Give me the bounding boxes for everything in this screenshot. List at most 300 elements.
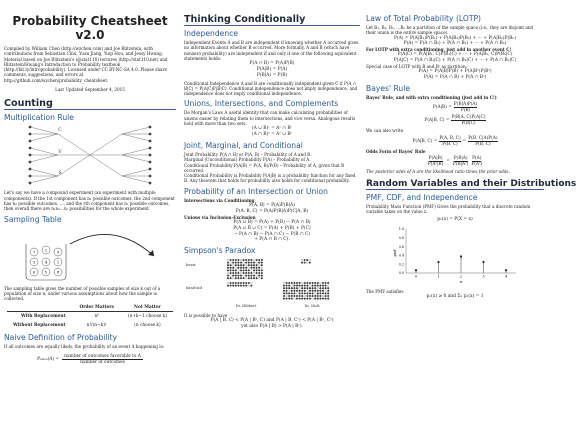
equation: P(A|C) = P(A|B₁, C)P(B₁|C) + ··· + P(A|Bₙ, C)P(Bₙ|C)	[397, 52, 513, 58]
simpson-dot	[243, 285, 245, 287]
simpson-dot	[304, 262, 306, 264]
simpson-dot	[283, 285, 285, 287]
simpson-dot	[309, 282, 311, 284]
simpson-dot	[256, 277, 258, 279]
simpson-dot	[253, 275, 255, 277]
odds-text: The posterior odds of A are the likelihood ratio times the prior odds.	[366, 168, 510, 174]
table-cell: (n+k−1 choose k)	[127, 314, 167, 320]
simpson-dot	[286, 290, 288, 292]
simpson-dot	[312, 298, 314, 300]
simpson-dot	[325, 295, 327, 297]
pmf-y-tick-label: 0.4	[398, 253, 404, 258]
equation: P(A, B, C) = P(A)P(B|A)P(C|A, B)	[235, 208, 309, 214]
simpson-dot	[307, 293, 309, 295]
ball-number: 9	[56, 249, 60, 255]
simpson-dot	[306, 262, 308, 264]
formula-denominator: P(B|C)	[461, 121, 476, 127]
simpson-dot	[283, 287, 285, 289]
simpson-dot	[238, 262, 240, 264]
equation: P(A) = P(A|B₁)P(B₁) + P(A|B₂)P(B₂) + ··· + P(A|Bₙ)P(Bₙ)	[393, 35, 517, 41]
simpson-dot	[253, 277, 255, 279]
simpson-dot	[288, 295, 290, 297]
simpson-dot	[230, 262, 232, 264]
simpson-dot	[296, 287, 298, 289]
simpson-dot	[327, 285, 329, 287]
simpson-dot	[230, 259, 232, 261]
simpson-dot	[317, 298, 319, 300]
simpson-dot	[286, 293, 288, 295]
simpson-dot	[317, 295, 319, 297]
simpson-dot	[235, 262, 237, 264]
pmf-x-tick-label: 1	[437, 274, 440, 279]
naive-definition-text: If all outcomes are equally likely, the probability of an event A happening is:	[4, 344, 165, 350]
simpson-dot	[307, 285, 309, 287]
simpson-dot	[240, 282, 242, 284]
simpson-dot	[253, 259, 255, 261]
simpson-dot	[245, 277, 247, 279]
simpson-dot	[251, 270, 253, 272]
simpson-dot	[248, 264, 250, 266]
equation: P(A) = P(A|B)P(B) + P(A|Bᶜ)P(Bᶜ)	[418, 69, 492, 75]
simpson-dot	[248, 267, 250, 269]
bayes-formula	[366, 102, 544, 113]
simpson-dot	[261, 275, 263, 277]
simpson-dot	[232, 272, 234, 274]
ball-number: 3	[32, 259, 36, 265]
equation: + P(A ∩ B ∩ C).	[254, 237, 290, 243]
simpson-dot	[304, 295, 306, 297]
simpson-dot	[232, 275, 234, 277]
simpson-dot	[320, 295, 322, 297]
simpson-dot	[294, 298, 296, 300]
simpson-dot	[258, 262, 260, 264]
simpson-dot	[248, 272, 250, 274]
simpson-dot	[322, 282, 324, 284]
simpson-dot	[304, 287, 306, 289]
document-title: Probability Cheatsheet v2.0	[12, 14, 168, 42]
simpson-dot	[288, 282, 290, 284]
simpson-dot	[299, 290, 301, 292]
equation: P(A) = P(A ∩ B₁) + P(A ∩ B₂) + ··· + P(A ∩ Bₙ)	[403, 41, 507, 47]
column-3	[366, 0, 576, 421]
simpson-dot	[320, 285, 322, 287]
ball-number: 7	[32, 249, 36, 255]
equation: P(A|B) = P(A)	[256, 66, 288, 72]
simpson-dot	[307, 298, 309, 300]
formula-equals: =	[462, 138, 467, 144]
simpson-dot	[245, 282, 247, 284]
simpson-dot	[327, 282, 329, 284]
simpson-dot	[251, 285, 253, 287]
odds-form-label: Odds Form of Bayes' Rule	[366, 148, 426, 154]
formula-numerator: P(B|A)	[453, 155, 468, 161]
simpson-dot	[291, 293, 293, 295]
simpson-dot	[238, 277, 240, 279]
equals-sign: =	[446, 158, 450, 164]
simpson-dot	[253, 264, 255, 266]
simpson-dot	[314, 290, 316, 292]
pmf-y-axis-label: pmf	[393, 249, 397, 257]
formula-numerator: P(A, B, C)	[439, 135, 461, 141]
simpson-dot	[320, 290, 322, 292]
simpson-dot	[251, 272, 253, 274]
simpson-dot	[301, 295, 303, 297]
simpson-dot	[327, 290, 329, 292]
simpson-dot	[312, 290, 314, 292]
simpson-dot	[238, 285, 240, 287]
simpson-dot	[256, 270, 258, 272]
simpson-dot	[283, 282, 285, 284]
ball-number: 2	[44, 247, 48, 253]
simpson-dot	[314, 298, 316, 300]
de-morgan-text: De Morgan's Laws A useful identity that can make calculating probabilities of unions easier by relating them to intersections, and vice versa. Analogous results hold with more than two sets.	[184, 110, 356, 127]
equation: P(A) = P(A ∩ B) + P(A ∩ Bᶜ)	[423, 75, 487, 81]
simpson-dot	[309, 293, 311, 295]
simpson-dot	[320, 293, 322, 295]
simpson-dot	[232, 262, 234, 264]
bayes-also-text: We can also write	[366, 128, 404, 134]
simpson-dot	[253, 262, 255, 264]
simpson-dot	[235, 272, 237, 274]
simpson-dot	[283, 295, 285, 297]
intro-text: Compiled by William Chen (http://wzchen.com) and Joe Blitzstein, with contributions from Sebastian Chiu, Yuan Jiang, Yuqi Hou, and Jessy Hwang. Material based on Joe Blitzstein's (@stat110) lectures (http://stat110.net) and Blitzstein/Hwang's Introduction to Probability textbook (http://bit.ly/introprobability). Licensed under CC BY-NC-SA 4.0. Please share comments, suggestions, and errors at http://github.com/wzchen/probability_cheatsheet.	[4, 46, 168, 83]
tree-diagram	[4, 124, 176, 186]
simpson-label-dr-hibbert: Dr. Hibbert	[235, 304, 257, 309]
simpson-dot	[240, 285, 242, 287]
simpson-dot	[230, 267, 232, 269]
simpson-dot	[230, 264, 232, 266]
simpson-dot	[245, 259, 247, 261]
formula-denominator: P(B, C)	[442, 141, 458, 147]
simpson-dot	[301, 290, 303, 292]
simpson-dot	[312, 293, 314, 295]
formula-lhs: P(A|B, C) =	[424, 118, 450, 124]
simpson-dot	[230, 272, 232, 274]
equation: P(A ∩ B) = P(A)P(B)	[249, 61, 295, 67]
simpson-dot	[227, 277, 229, 279]
simpson-dot	[245, 285, 247, 287]
simpson-dot	[251, 259, 253, 261]
lotp-text: Let B₁, B₂, B₃, …Bₙ be a partition of the sample space (i.e., they are disjoint and their union is the entire sample space).	[366, 25, 534, 36]
simpson-dot	[309, 298, 311, 300]
simpson-dot	[256, 267, 258, 269]
simpson-dot	[327, 287, 329, 289]
equation: P(A | B, C) < P(A | Bᶜ, C) and P(A | B, Cᶜ) < P(A | Bᶜ, Cᶜ)	[210, 318, 334, 324]
simpson-dot	[245, 275, 247, 277]
simpson-dot	[261, 264, 263, 266]
bayes-rule-heading: Bayes' Rule	[366, 83, 411, 93]
simpsons-paradox-heading: Simpson's Paradox	[184, 246, 256, 256]
simpson-dot	[301, 259, 303, 261]
pmf-x-axis-label: x	[459, 278, 463, 284]
equation: P(A|C) = P(A ∩ B₁|C) + P(A ∩ B₂|C) + ··· + P(A ∩ Bₙ|C)	[393, 58, 517, 64]
simpson-dot	[248, 275, 250, 277]
simpson-dot	[299, 282, 301, 284]
simpson-label-dr-nick: Dr. Nick	[304, 304, 320, 309]
simpson-label-heart: heart	[186, 263, 196, 268]
simpson-dot	[240, 275, 242, 277]
ball-number: 5	[44, 269, 48, 275]
simpson-dot	[240, 277, 242, 279]
simpsons-paradox-figure	[184, 257, 360, 309]
equation: P(B|A) = P(B)	[256, 72, 288, 78]
simpson-dot	[232, 270, 234, 272]
simpson-dot	[227, 259, 229, 261]
lotp-special-text: Special case of LOTP with B and Bᶜ as partition:	[366, 64, 468, 70]
simpson-dot	[314, 293, 316, 295]
table-header-not-matter: Not Matter	[122, 304, 173, 312]
naive-formula-numerator: number of outcomes favorable to A	[64, 353, 141, 359]
pmf-x-tick-label: 2	[459, 274, 463, 279]
pmf-x-tick-label: 3	[482, 274, 485, 279]
simpson-dot	[327, 298, 329, 300]
simpson-dot	[307, 290, 309, 292]
table-header-order-matters: Order Matters	[71, 304, 121, 312]
simpson-dot	[251, 275, 253, 277]
simpson-dot	[291, 285, 293, 287]
simpson-dot	[322, 293, 324, 295]
formula-denominator: P(B|Aᶜ)	[452, 161, 469, 167]
row-label: Without Replacement	[13, 323, 66, 329]
simpson-dot	[258, 275, 260, 277]
simpson-dot	[243, 272, 245, 274]
naive-formula-lhs: Pₙₐᵢᵥₑ(A) =	[37, 356, 60, 362]
simpson-dot	[243, 270, 245, 272]
arrow-head-icon	[148, 250, 154, 256]
simpson-dot	[243, 277, 245, 279]
simpson-dot	[248, 262, 250, 264]
simpson-dot	[235, 270, 237, 272]
simpson-dot	[301, 298, 303, 300]
pmf-condition: pₓ(x) ≥ 0 and Σₓ pₓ(x) = 1	[426, 293, 484, 299]
formula-lhs: P(A|B) =	[432, 105, 452, 111]
counting-heading: Counting	[4, 98, 176, 110]
intersection-union-heading: Probability of an Intersection or Union	[184, 186, 328, 196]
simpson-dot	[245, 264, 247, 266]
simpson-dot	[309, 290, 311, 292]
simpson-dot	[283, 298, 285, 300]
simpson-dot	[256, 272, 258, 274]
pmf-y-tick-label: 0.0	[398, 270, 404, 275]
simpson-dot	[296, 293, 298, 295]
equation: P(A ∪ B ∪ C) = P(A) + P(B) + P(C)	[233, 225, 311, 231]
tree-label-c: C	[58, 128, 62, 134]
simpson-dot	[301, 285, 303, 287]
simpson-dot	[327, 295, 329, 297]
pmf-point	[505, 269, 507, 271]
simpson-dot	[245, 267, 247, 269]
simpsons-text: It is possible to have	[184, 313, 228, 319]
table-row	[7, 321, 173, 330]
joint-marginal-heading: Joint, Marginal, and Conditional	[184, 140, 303, 150]
simpson-dot	[235, 277, 237, 279]
simpson-dot	[309, 295, 311, 297]
simpson-dot	[309, 262, 311, 264]
simpson-dot	[309, 259, 311, 261]
simpson-dot	[296, 295, 298, 297]
simpson-dot	[258, 259, 260, 261]
simpson-dot	[251, 267, 253, 269]
pmf-x-tick-label: 4	[504, 274, 508, 279]
simpson-dot	[286, 287, 288, 289]
simpson-dot	[248, 270, 250, 272]
table-cell: (n choose k)	[134, 323, 161, 329]
table-cell: n!/(n−k)!	[86, 323, 107, 329]
draw-arrow	[70, 234, 154, 256]
pmf-y-tick-label: 0.6	[398, 244, 404, 249]
formula-numerator: P(A)	[472, 155, 482, 161]
simpson-dot	[258, 270, 260, 272]
simpson-dot	[240, 259, 242, 261]
simpson-dot	[286, 298, 288, 300]
pmf-y-tick-label: 1.0	[398, 226, 404, 231]
simpson-dot	[258, 277, 260, 279]
simpson-dot	[317, 282, 319, 284]
simpson-dot	[327, 293, 329, 295]
simpson-dot	[286, 285, 288, 287]
simpson-dot	[227, 262, 229, 264]
simpson-dot	[294, 290, 296, 292]
simpson-dot	[232, 285, 234, 287]
pmf-text: Probability Mass Function (PMF) Gives the probability that a discrete random variable takes on the value x.	[366, 204, 531, 215]
simpson-dot	[256, 275, 258, 277]
sampling-table	[7, 304, 173, 330]
ball-number: 8	[56, 269, 60, 275]
simpson-dot	[322, 298, 324, 300]
simpson-dot	[261, 270, 263, 272]
pmf-point	[415, 269, 417, 271]
naive-formula-denominator: number of outcomes	[80, 359, 125, 365]
simpson-dot	[261, 259, 263, 261]
simpson-dot	[238, 270, 240, 272]
odds-formula	[366, 156, 544, 167]
joint-line: Conditional Probability P(A|B) = P(A, B)/P(B) – Probability of A, given that B occurred.	[184, 162, 345, 173]
simpson-dot	[325, 293, 327, 295]
simpson-dot	[251, 277, 253, 279]
simpson-dot	[283, 290, 285, 292]
simpson-dot	[322, 295, 324, 297]
simpson-dot	[238, 275, 240, 277]
simpson-dot	[240, 264, 242, 266]
simpson-dot	[314, 295, 316, 297]
simpson-dot	[325, 290, 327, 292]
simpson-dot	[243, 262, 245, 264]
formula-denominator: P(Aᶜ)	[471, 161, 483, 167]
simpson-dot	[288, 290, 290, 292]
simpson-dot	[288, 285, 290, 287]
simpson-dot	[256, 259, 258, 261]
table-row	[7, 312, 173, 322]
simpson-dot	[299, 285, 301, 287]
simpson-dot	[227, 267, 229, 269]
simpson-dot	[256, 264, 258, 266]
equation: P(A ∪ B) = P(A) + P(B) − P(A ∩ B)	[233, 219, 311, 225]
pmf-point	[460, 255, 462, 257]
pmf-equation: pₓ(x) = P(X = x)	[437, 216, 473, 222]
simpson-dot	[309, 285, 311, 287]
joint-line: Joint Probability P(A ∩ B) or P(A, B) – Probability of A and B.	[184, 151, 312, 157]
simpson-dot	[243, 259, 245, 261]
simpson-dot	[238, 272, 240, 274]
simpson-dot	[325, 287, 327, 289]
simpson-dot	[248, 259, 250, 261]
simpson-dot	[294, 285, 296, 287]
simpson-dot	[296, 298, 298, 300]
simpson-dot	[288, 293, 290, 295]
unions-heading: Unions, Intersections, and Complements	[184, 99, 339, 109]
sampling-table-heading: Sampling Table	[4, 214, 62, 224]
pmf-satisfies-text: The PMF satisfies	[366, 288, 404, 294]
simpson-dot	[307, 295, 309, 297]
simpson-dot	[227, 264, 229, 266]
ball-number: 4	[44, 259, 48, 265]
simpson-label-band-aid: band-aid	[186, 286, 202, 291]
simpson-dot	[296, 285, 298, 287]
equation: yet also P(A | B) > P(A | Bᶜ).	[240, 324, 304, 330]
formula-denominator: P(B, C)	[475, 141, 491, 147]
multiplication-rule-text: Let's say we have a compound experiment (an experiment with multiple components). If the 1st component has n₁ possible outcomes, the 2nd component has n₂ possible outcomes, …, and the rth component has nᵣ possible outcomes, then overall there are n₁n₂…nᵣ possibilities for the whole experiment.	[4, 190, 175, 212]
formula-numerator: P(B|A, C)P(A|C)	[451, 115, 486, 121]
simpson-dot	[291, 287, 293, 289]
simpson-dot	[253, 272, 255, 274]
simpson-dot	[235, 282, 237, 284]
simpson-dot	[235, 275, 237, 277]
simpson-dot	[240, 262, 242, 264]
simpson-dot	[317, 287, 319, 289]
random-variables-heading: Random Variables and their Distributions	[366, 179, 576, 190]
simpson-dot	[230, 277, 232, 279]
simpson-dot	[312, 282, 314, 284]
inclusion-exclusion-label: Unions via Inclusion-Exclusion	[184, 214, 256, 220]
tree-label-s: S	[58, 171, 62, 177]
simpson-dot	[288, 298, 290, 300]
pmf-point	[437, 260, 439, 262]
simpson-dot	[227, 275, 229, 277]
simpson-dot	[286, 295, 288, 297]
lotp-heading: Law of Total Probability (LOTP)	[366, 14, 482, 23]
simpson-dot	[317, 290, 319, 292]
simpson-dot	[312, 295, 314, 297]
simpson-dot	[304, 285, 306, 287]
simpson-dot	[235, 267, 237, 269]
simpson-dot	[317, 285, 319, 287]
simpson-dot	[232, 282, 234, 284]
simpson-dot	[325, 298, 327, 300]
simpson-dot	[286, 282, 288, 284]
last-updated: Last Updated September 4, 2015	[55, 87, 125, 93]
pmf-point	[482, 260, 484, 262]
simpson-dot	[232, 277, 234, 279]
equation: − P(A ∩ B) − P(A ∩ C) − P(B ∩ C)	[233, 231, 311, 237]
simpson-dot	[301, 293, 303, 295]
simpson-dot	[325, 282, 327, 284]
pmf-cdf-heading: PMF, CDF, and Independence	[366, 193, 478, 203]
simpson-dot	[314, 287, 316, 289]
conditional-independence-text: Conditional Independence A and B are conditionally independent given C if P(A ∩ B|C) = P(A|C)P(B|C). Conditional independence does not imply independence, and independence does not imply conditional independence.	[184, 80, 358, 97]
simpson-dot	[238, 282, 240, 284]
simpson-dot	[299, 287, 301, 289]
simpson-dot	[227, 270, 229, 272]
simpson-dot	[322, 287, 324, 289]
simpson-dot	[320, 298, 322, 300]
joint-line: Marginal (Unconditional) Probability P(A) – Probability of A.	[184, 157, 311, 163]
naive-definition-heading: Naive Definition of Probability	[4, 333, 118, 343]
simpson-dot	[230, 275, 232, 277]
simpson-dot	[243, 275, 245, 277]
simpson-dot	[309, 287, 311, 289]
column-2	[184, 0, 360, 421]
simpson-dot	[312, 285, 314, 287]
